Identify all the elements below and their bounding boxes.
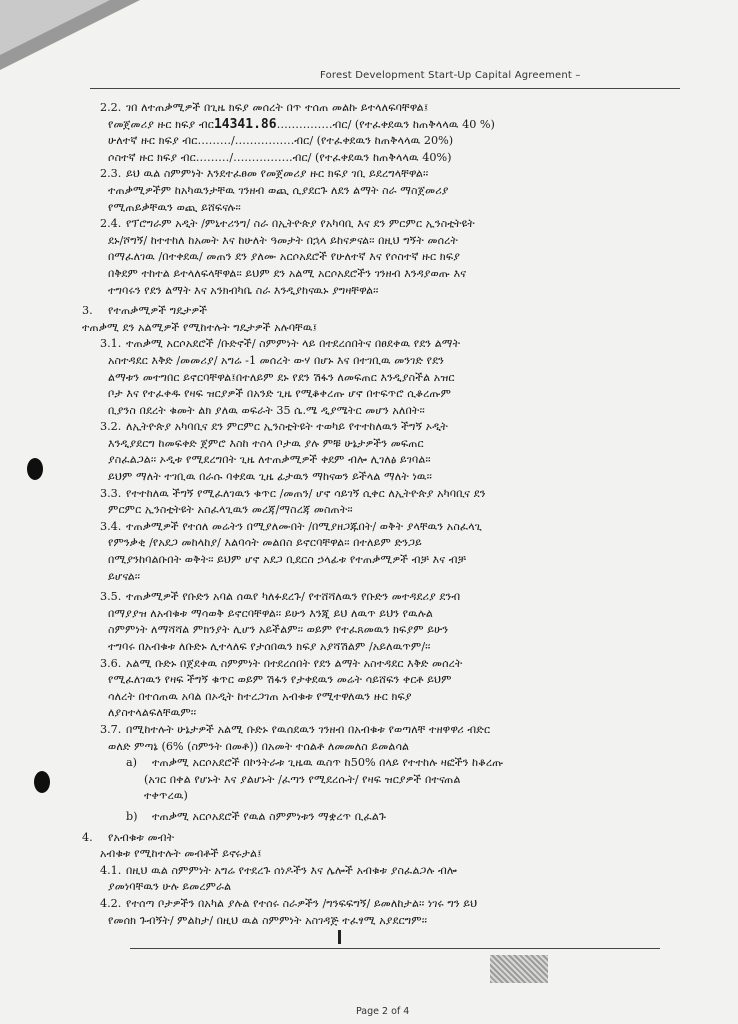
text-line (82, 150, 682, 167)
text-line (82, 606, 682, 623)
line-text: ይህም ማለት ተገቢዉ በራሱ ባቀደዉ ጊዜ ፊታዉን ማከናወን ይችላል ማለት ነዉ፡፡ (108, 470, 432, 484)
text-line (82, 320, 682, 337)
line-text: የተሰጣ ቦታዎችን በአካል ያሉል የተሰሩ ስራዎችን /ግንፍፍግኝ/ ይመለከታል፡፡ ነገሩ ግን ይህ (126, 896, 478, 910)
line-text: ለኢትዮጵያ አካባቢና ደን ምርምር ኢንስቲትዩት ተወካይ የተተከለዉን ችግኝ ኦዲት (126, 420, 448, 434)
text-line (82, 502, 682, 519)
text-line (82, 266, 682, 283)
line-text: ተጠቃሚ አርሶአደሮች /ቡድኖች/ ስምምነት ላይ በተደረሰበትና በፀደቀዉ የደን ልማት (126, 337, 461, 351)
clause-number: 2.3. (100, 167, 122, 181)
text-line (82, 639, 682, 656)
line-text: ወለድ ምጣኔ (6% (ስምንት በመቶ)) በአመት ተሰልቶ ለመመለስ ይመልሳል (108, 739, 410, 753)
folded-corner-highlight (0, 0, 110, 55)
text-line (82, 755, 682, 772)
line-text: በማፈለገዉ /በተቀደዉ/ መጠን ደን ያለሙ አርሶአደሮች የሁለተኛ እና የሶስተኛ ዙር ክፍያ (108, 250, 460, 264)
handwritten-amount: 14341.86 (213, 116, 277, 132)
clause-number: 2.4. (100, 217, 122, 231)
clause-number: 4.1. (100, 863, 122, 877)
line-text: የሚፈለገዉን የዛፍ ችግኝ ቁጥር ወይም ሽፋን የታቀደዉን መሬት ሳይሸፍን ቀርቶ ይህም (108, 673, 452, 687)
text-line (82, 233, 682, 250)
line-text: በዚህ ዉል ስምምነት አግሬ የተደረጉ ሰነዶችን እና ሌሎች አብቁቱ ያስፈልጋሉ ብሎ (126, 863, 458, 877)
line-text: የተተከለዉ ችግኝ የሚፈለገዉን ቁጥር /መጠን/ ሆኖ ሳይገኝ ሲቀር ለኢትዮጵያ አካባቢና ደን (126, 486, 486, 500)
line-text: አብቁቱ የሚከተሉት መብቶች ይኖሩታል፤ (100, 847, 262, 861)
text-line (82, 705, 682, 722)
text-line (82, 403, 682, 420)
line-text: ሶስተኛ ዙር ክፍያ ብር………/…………….ብር/ (የተፈቀደዉን ከጠቅላላዉ 40%) (108, 150, 452, 164)
punch-hole-bottom (34, 771, 50, 793)
line-text: አልሚ ቡድኑ በጀደቀዉ ስምምነት በተደረሰበት የደን ልማት አስተዳደር እቅድ መሰረት (126, 656, 463, 670)
line-text: ተጠቃሚዎች የተሰለ መሬትን በሚያለሙበት /በሚያዘጋጁበት/ ወቅት ያላቸዉን አስፈላጊ (126, 519, 482, 533)
document-body (82, 100, 682, 929)
line-text: ልማቱን መተግበር ይኖርባቸዋል፤በተለይም ደኑ የደን ሽፋን ለመፍጠር እንዲያስችል አዝር (108, 370, 455, 384)
text-line (82, 249, 682, 266)
text-line (82, 589, 682, 606)
line-text: የተጠቃሚዎች ግዴታዎች (108, 304, 208, 318)
line-text: ያመነባቸዉን ሁሉ ይመረምራል (108, 880, 232, 894)
text-line (82, 722, 682, 739)
text-line (82, 200, 682, 217)
clause-number: 3.6. (100, 656, 122, 670)
text-line (82, 303, 682, 320)
text-line (82, 386, 682, 403)
line-text: ለያስተላልፍለቸዉም፡፡ (108, 706, 197, 720)
clause-number: 3.1. (100, 337, 122, 351)
clause-number: 3.4. (100, 519, 122, 533)
line-text: ምርምር ኢንስቲትዩት አስፈላጊዉን መረጃ/ማስረጃ መስጠት፡፡ (108, 503, 353, 517)
text-line (82, 166, 682, 183)
text-line (82, 183, 682, 200)
text-line (82, 469, 682, 486)
line-text: የፕሮግራም አዲት /ምኒተሪንግ/ ስራ በኢትዮጵያ የአካባቢ እና ደን ምርምር ኢንስቲትዩት (126, 217, 475, 231)
line-text: ቢያንስ በደረት ቁመት ልክ ያለዉ ወፍራት 35 ሴ.ሜ ዲያሜትር መሆን አለበት፡፡ (108, 403, 425, 417)
line-text: ይህ ዉል ስምምነት እንደተፈፀመ የመጀመሪያ ዙር ክፍያ ገቢ ይደረግላቸዋል፡፡ (126, 167, 429, 181)
header-rule (90, 88, 680, 89)
text-line (82, 809, 682, 826)
clause-number: 3.7. (100, 722, 122, 736)
clause-number: 4.2. (100, 896, 122, 910)
line-text: በሚከተሉት ሁኔታዎች አልሚ ቡድኑ የዉሰደዉን ገንዘብ በአብቁቱ የወጣለቸ ተዘዋዋሪ ብድር (126, 722, 491, 736)
line-text: የመሰክ ጉብኝት/ ምልከታ/ በዚህ ዉል ስምምነት አስገዳጅ ተፈፃሚ አያደርግም፡፡ (108, 913, 427, 927)
line-text: ሁለተኛ ዙር ክፍያ ብር………/…………….ብር/ (የተፈቀደዉን ከጠቅላላዉ 20%) (108, 134, 454, 148)
line-text: ስምምነት ለማሻሻል ምክንያት ሊሆን አይችልም፡፡ ወይም የተፈጸመዉን ክፍያም ይሁን (108, 623, 449, 637)
handwritten-mark (338, 930, 341, 944)
text-line (82, 519, 682, 536)
line-text: እንዲያደርግ ከመፍቀድ ጀምሮ እስከ ተስላ ቦታዉ ያሉ ምቹ ሁኔታዎችን መፍጠር (108, 436, 424, 450)
text-line (82, 863, 682, 880)
text-line (82, 913, 682, 930)
line-text: ይሆናል፡፡ (108, 569, 141, 583)
text-line (82, 452, 682, 469)
line-text: ያስፈልጋል፡፡ ኦዲቱ የሚደረግበት ጊዜ ለተጠቃሚዎች ቀደም ብሎ ሊገለፅ ይገባል፡፡ (108, 453, 431, 467)
line-text: ተጠቃሚ ደን አልሚዎች የሚከተሉት ግዴታዎች አሉባቸዉ፤ (82, 320, 318, 334)
line-text: ተግባሩን የደን ልማት እና አንክብካቤ ስራ እንዲያከናዉኑ ያግዛቸዋል፡፡ (108, 283, 379, 297)
text-line (82, 672, 682, 689)
stamp-mark (490, 955, 548, 983)
line-text: (አገር በቀል የሆኑት እና ያልሆኑት /ፈጣን የሚደረሱት/ የዛፍ ዝርያዎች በተናጠል (144, 772, 461, 786)
line-text: የምንቃቂ /የአደጋ መከላከያ/ እልባሳት መልበስ ይኖርባቸዋል፡፡ በተለይም ድንጋይ (108, 536, 422, 550)
clause-number: b) (126, 809, 138, 823)
line-text: ተጠቃሚ አርሶአደሮች የዉል ስምምነቱን ማቋረጥ ቢፈልጉ (152, 809, 387, 823)
line-text: የአብቁቱ መብት (108, 830, 175, 844)
line-text: በቅደም ተከተል ይተላለፍላቸዋል፡፡ ይህም ደን አልሚ አርሶአደሮችን ገንዘብ እንዳያወጡ እና (108, 266, 467, 280)
clause-number: 2.2. (100, 101, 122, 114)
line-text: በሚያንከባልቡበት ወቅት፡፡ ይህም ሆኖ አደጋ ቢደርስ ኃላፊቱ የተጠቃሚዎች ብቻ እና ብቻ (108, 553, 467, 567)
page-header: Forest Development Start-Up Capital Agreement – (320, 70, 581, 81)
line-text-tail: ……………ብር/ (የተፈቀደዉን ከጠቅላላዉ 40 %) (276, 117, 495, 131)
line-text: በማያያዝ ለአብቁቱ ማሳወቅ ይኖርባቸዋል፡፡ ይሁን እንጂ ይህ ለዉጥ ይህን የዉሉል (108, 606, 433, 620)
text-line (82, 353, 682, 370)
text-line (82, 846, 682, 863)
line-text: ተጠቃሚዎች የቡድን አባል ሰዉየ ካለፉደረጉ/ የተሸሻለዉን የቡድን መተዳደሪያ ደንብ (126, 590, 461, 604)
line-text: የመጀመሪያ ዙር ክፍያ ብር (108, 117, 214, 131)
page-number: Page 2 of 4 (356, 1006, 410, 1017)
clause-number: 3. (82, 304, 93, 318)
line-text: ገበ ለተጠቃሚዎች በጊዜ ክፍያ መሰረት በጥ ተሰጠ መልኩ ይተላለፍባቸዋል፤ (126, 101, 429, 114)
line-text: ቦታ እና የተፈቀዱ የዛፍ ዝርያዎች በአንድ ጊዜ የሚቆቀረጡ ሆኖ በተፍጥሮ ሲቆረጡም (108, 387, 452, 401)
text-line (82, 689, 682, 706)
text-line (82, 896, 682, 913)
line-text: ተጠቃሚዎችም ከአካዉንታቸዉ ገንዘብ ወጪ ሲያደርጉ ለደን ልማት ስራ ማስጀመሪያ (108, 183, 449, 197)
text-line (82, 216, 682, 233)
line-text: ደኑ/ሾግኝ/ ከተተከለ ከአመት እና ከሁለት ዓመታት በኋላ ይከናዎናል፡፡ በዚህ ግኝት መሰረት (108, 233, 458, 247)
clause-number: 3.5. (100, 590, 122, 604)
text-line (82, 336, 682, 353)
text-line (82, 830, 682, 847)
text-line (82, 772, 682, 789)
text-line (82, 486, 682, 503)
punch-hole-top (27, 458, 43, 480)
text-line (82, 535, 682, 552)
text-line (82, 788, 682, 805)
text-line (82, 283, 682, 300)
line-text: ሳለረት በተሰጠዉ አባል በኦዲት ከተረጋገጠ አብቁቱ የሚተዋለዉን ዙር ክፍያ (108, 689, 412, 703)
clause-number: 4. (82, 830, 93, 844)
clause-number: 3.3. (100, 486, 122, 500)
line-text: ተቀጥረዉ) (144, 789, 188, 803)
text-line (82, 569, 682, 586)
line-text: የሚጠይቃቸዉን ወጪ ይሸፍናሉ፡፡ (108, 200, 241, 214)
text-line (82, 739, 682, 756)
text-line (82, 879, 682, 896)
text-line (82, 100, 682, 117)
text-line (82, 370, 682, 387)
clause-number: a) (126, 756, 138, 770)
text-line (82, 419, 682, 436)
clause-number: 3.2. (100, 420, 122, 434)
text-line (82, 552, 682, 569)
footer-rule (130, 948, 660, 949)
text-line (82, 117, 682, 134)
text-line (82, 656, 682, 673)
text-line (82, 622, 682, 639)
line-text: ተግባሩ በአብቁቱ ለቡድኑ ሊተላለፍ የታሰበዉን ክፍያ አያሻሽልም /አይለዉጥም/፡፡ (108, 640, 431, 653)
line-text: አስተዳደር እቅድ /መመሪያ/ አግሬ -1 መሰረት ውሃ በሆኑ እና በተገቢዉ መንገድ የደን (108, 353, 445, 367)
line-text: ተጠቃሚ አርሶአደሮች በኮንትራቱ ጊዜዉ ዉስጥ ከ50% በላይ የተተከሉ ዛፎችን ከቆረጡ (152, 756, 504, 770)
text-line (82, 133, 682, 150)
text-line (82, 436, 682, 453)
